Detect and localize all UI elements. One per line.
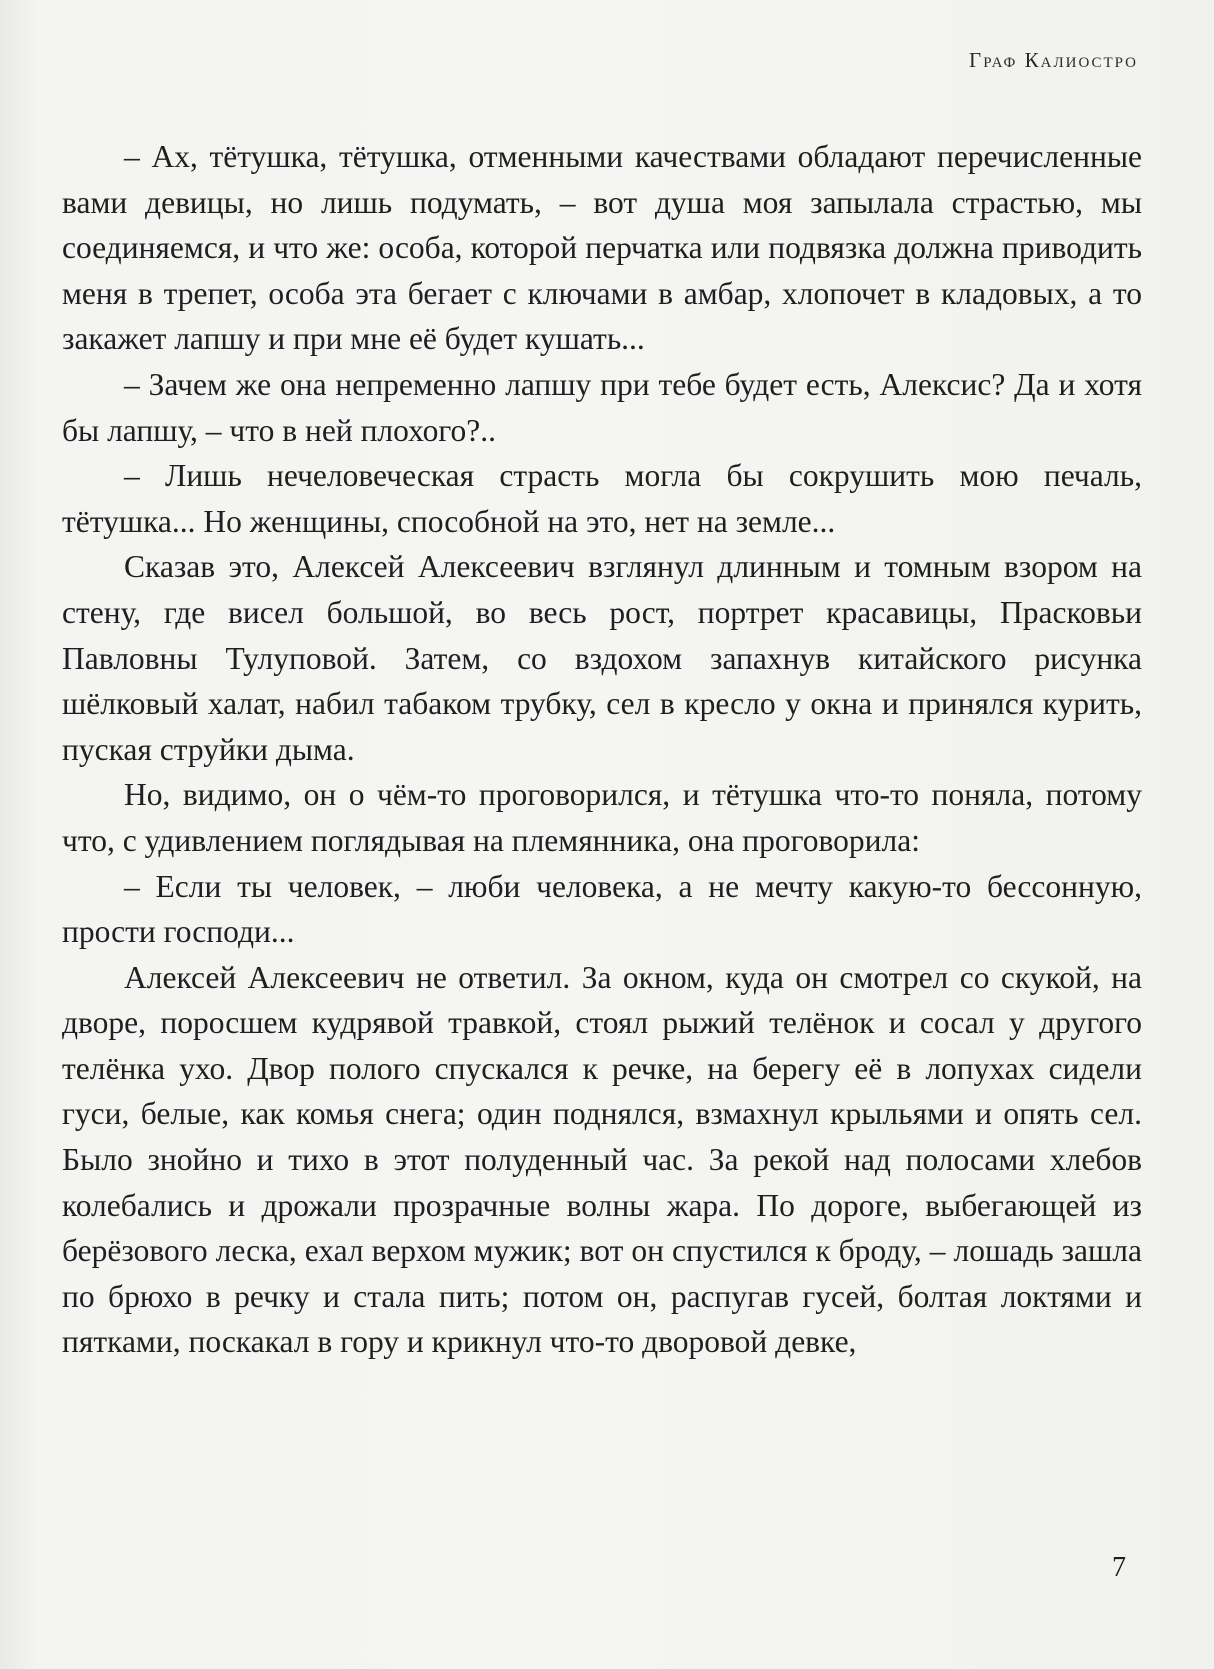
main-text [62, 134, 1142, 1365]
paragraph: – Зачем же она непременно лапшу при тебе будет есть, Алексис? Да и хотя бы лапшу, – что в ней плохого?.. [62, 366, 1142, 448]
paragraph: Алексей Алексеевич не ответил. За окном, куда он смотрел со скукой, на дворе, поросшем кудрявой травкой, стоял рыжий телёнок и сосал у другого телёнка ухо. Двор полого спускался к речке, на берегу её в лопухах сидели гуси, белые, как комья снега; один поднялся, взмахнул крыльями и опять сел. Было знойно и тихо в этот полуденный час. За рекой над полосами хлебов колебались и дрожали прозрачные волны жара. По дороге, выбегающей из берёзового леска, ехал верхом мужик; вот он спустился к броду, – лошадь зашла по брюхо в речку и стала пить; потом он, распугав гусей, болтая локтями и пятками, поскакал в гору и крикнул что-то дворовой девке, [62, 959, 1142, 1360]
paragraph: – Лишь нечеловеческая страсть могла бы сокрушить мою печаль, тётушка... Но женщины, способной на это, нет на земле... [62, 458, 1142, 539]
paragraph: – Ах, тётушка, тётушка, отменными качествами обладают перечисленные вами девицы, но лишь подумать, – вот душа моя запылала страстью, мы соединяемся, и что же: особа, которой перчатка или подвязка должна приводить меня в трепет, особа эта бегает с ключами в амбар, хлопочет в кладовых, а то закажет лапшу и при мне её будет кушать... [62, 139, 1142, 357]
paragraph: Сказав это, Алексей Алексеевич взглянул длинным и томным взором на стену, где висел большой, во весь рост, портрет красавицы, Прасковьи Павловны Тулуповой. Затем, со вздохом запахнув китайского рисунка шёлковый халат, набил табаком трубку, сел в кресло у окна и принялся курить, пуская струйки дыма. [62, 549, 1142, 767]
paragraph: – Если ты человек, – люби человека, а не мечту какую-то бессонную, прости господи... [62, 868, 1142, 950]
running-header: Граф Калиостро [969, 48, 1138, 72]
paragraph: Но, видимо, он о чём-то проговорился, и тётушка что-то поняла, потому что, с удивлением поглядывая на племянника, она проговорила: [62, 777, 1142, 858]
page-number: 7 [1112, 1552, 1126, 1583]
